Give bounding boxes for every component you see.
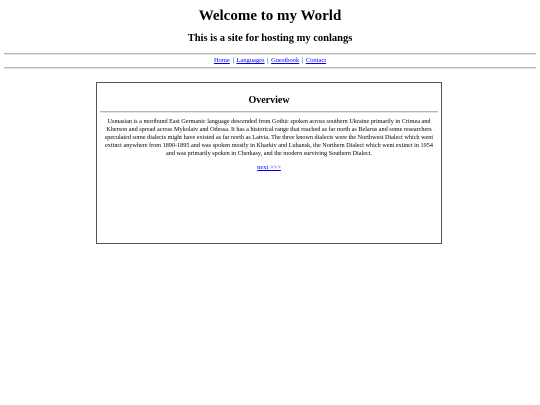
nav-bar [0, 57, 540, 65]
content-panel [96, 82, 442, 244]
site-subtitle: This is a site for hosting my conlangs [187, 33, 353, 44]
nav-link-home[interactable]: Home [213, 57, 230, 64]
site-title: Welcome to my World [198, 8, 342, 24]
section-body-text: Usmasian is a moribund East Germanic language descended from Gothic spoken across southern Ukraine primarily in Crimea and Kherson and spread across Mykolaiv and Odessa. It has a historical range that reached as far north as Belarus and some researchers speculated some dialects might have existed as far north as Latvia. The three known dialects were the Northwest Dialect which went extinct anywhere from 1890-1895 and was spoken mostly in Kharkiv and Luhansk, the Northern Dialect which went extinct in 1954 and was primarily spoken in Cherkasy, and the modern surviving Southern Dialect. [104, 118, 434, 157]
nav-separator: | [232, 57, 234, 64]
nav-separator: | [301, 57, 304, 64]
nav-link-guestbook[interactable]: Guestbook [271, 57, 300, 64]
nav-link-languages[interactable]: Languages [236, 57, 265, 64]
section-divider [100, 111, 438, 113]
header-divider-top [4, 53, 536, 55]
nav-link-contact[interactable]: Contact [305, 57, 327, 64]
next-page-link[interactable]: next >>> [257, 163, 281, 171]
section-heading: Overview [248, 95, 290, 106]
header-divider-bottom [4, 67, 536, 69]
nav-separator: | [267, 57, 269, 64]
